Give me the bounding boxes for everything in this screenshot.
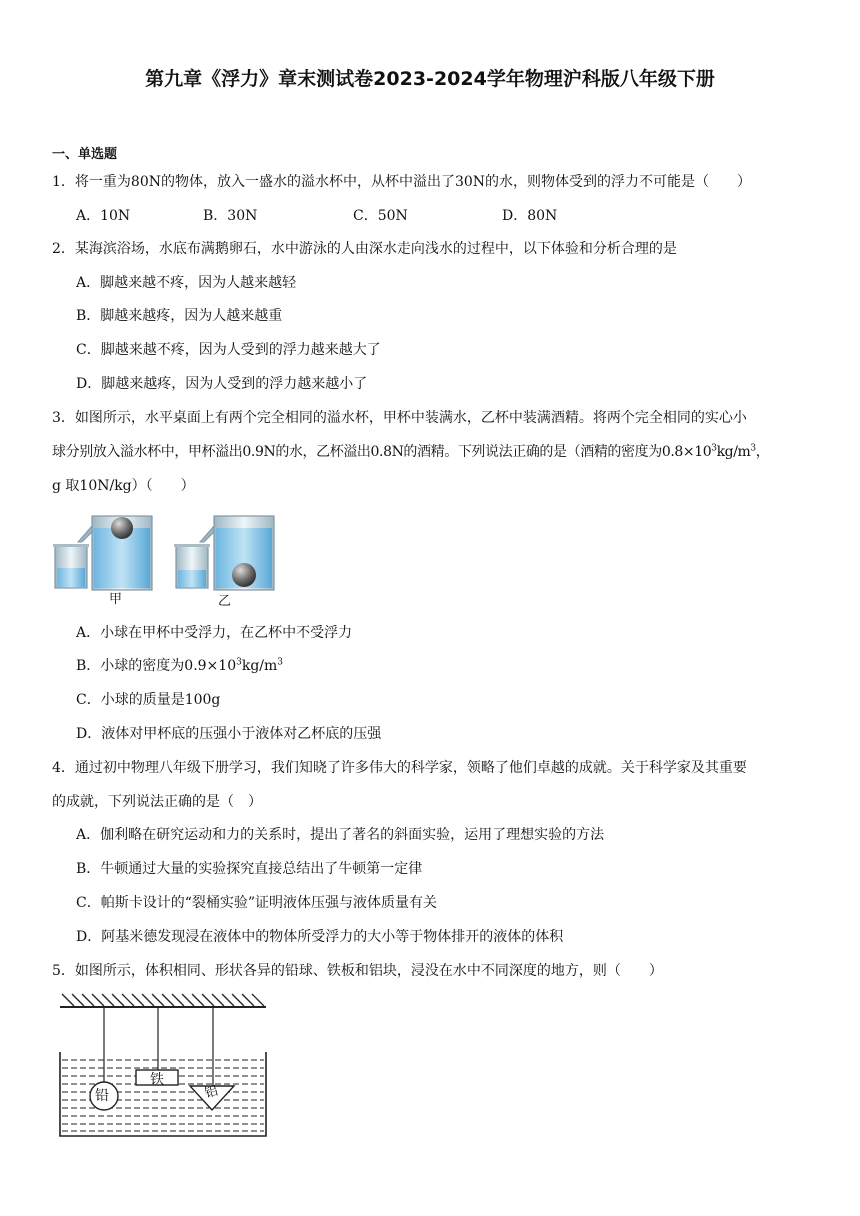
figure-label-iron: 铁 (150, 1072, 164, 1088)
question-4-option-b[interactable]: B．牛顿通过大量的实验探究直接总结出了牛顿第一定律 (76, 861, 423, 877)
overflow-cup-right (200, 516, 274, 590)
section-heading: 一、单选题 (52, 147, 118, 162)
page-title: 第九章《浮力》章末测试卷2023-2024学年物理沪科版八年级下册 (145, 68, 715, 90)
question-4-option-a[interactable]: A．伽利略在研究运动和力的关系时，提出了著名的斜面实验，运用了理想实验的方法 (76, 827, 605, 843)
question-3-option-d[interactable]: D．液体对甲杯底的压强小于液体对乙杯底的压强 (76, 726, 382, 742)
question-5-stem: 5．如图所示，体积相同、形状各异的铅球、铁板和铝块，浸没在水中不同深度的地方，则（ ） (52, 963, 663, 979)
question-4-stem-line1: 4．通过初中物理八年级下册学习，我们知晓了许多伟大的科学家，领略了他们卓越的成就。关于科学家及其重要 (52, 760, 747, 776)
question-3-stem-line1: 3．如图所示，水平桌面上有两个完全相同的溢水杯，甲杯中装满水，乙杯中装满酒精。将两个完全相同的实心小 (52, 410, 747, 426)
submerged-objects-figure (56, 990, 270, 1138)
question-4-option-c[interactable]: C．帕斯卡设计的“裂桶实验”证明液体压强与液体质量有关 (76, 895, 438, 911)
question-2-option-b[interactable]: B．脚越来越疼，因为人越来越重 (76, 308, 283, 324)
ceiling-hatch (62, 994, 264, 1006)
question-2-option-a[interactable]: A．脚越来越不疼，因为人越来越轻 (76, 275, 297, 291)
question-1-stem: 1．将一重为80N的物体，放入一盛水的溢水杯中，从杯中溢出了30N的水，则物体受到的浮力不可能是（ ） (52, 174, 752, 190)
question-1-option-c[interactable]: C．50N (353, 208, 408, 224)
question-3-option-b[interactable]: B．小球的密度为$0.9\times 10^3kg/m^3$ (76, 657, 284, 674)
figure-label-yi: 乙 (218, 594, 232, 609)
question-3-stem-line2: 球分别放入溢水杯中，甲杯溢出0.9N的水，乙杯溢出0.8N的酒精。下列说法正确的是（酒精的密度为$0.8\times 10^3kg/m^3$， (52, 443, 770, 460)
question-3-stem-line3: g 取10N/kg）（ ） (52, 478, 195, 494)
question-1-option-b[interactable]: B．30N (203, 208, 258, 224)
question-2-stem: 2．某海滨浴场，水底布满鹅卵石，水中游泳的人由深水走向浅水的过程中，以下体验和分析合理的是 (52, 241, 677, 257)
question-2-option-d[interactable]: D．脚越来越疼，因为人受到的浮力越来越小了 (76, 376, 368, 392)
question-3-option-a[interactable]: A．小球在甲杯中受浮力，在乙杯中不受浮力 (76, 625, 353, 641)
beaker-right (174, 544, 210, 588)
figure-label-jia: 甲 (109, 592, 123, 607)
question-1-option-a[interactable]: A．10N (76, 208, 131, 224)
beaker-left (53, 544, 89, 588)
question-4-stem-line2: 的成就，下列说法正确的是（ ） (52, 794, 262, 810)
figure-label-lead: 铅 (95, 1088, 109, 1104)
overflow-cup-left (78, 516, 152, 590)
question-2-option-c[interactable]: C．脚越来越不疼，因为人受到的浮力越来越大了 (76, 342, 381, 358)
figure-label-aluminium: 铝 (203, 1083, 220, 1102)
question-4-option-d[interactable]: D．阿基米德发现浸在液体中的物体所受浮力的大小等于物体排开的液体的体积 (76, 929, 564, 945)
question-3-option-c[interactable]: C．小球的质量是100g (76, 692, 221, 708)
question-1-option-d[interactable]: D．80N (502, 208, 558, 224)
overflow-cups-figure (52, 512, 282, 608)
